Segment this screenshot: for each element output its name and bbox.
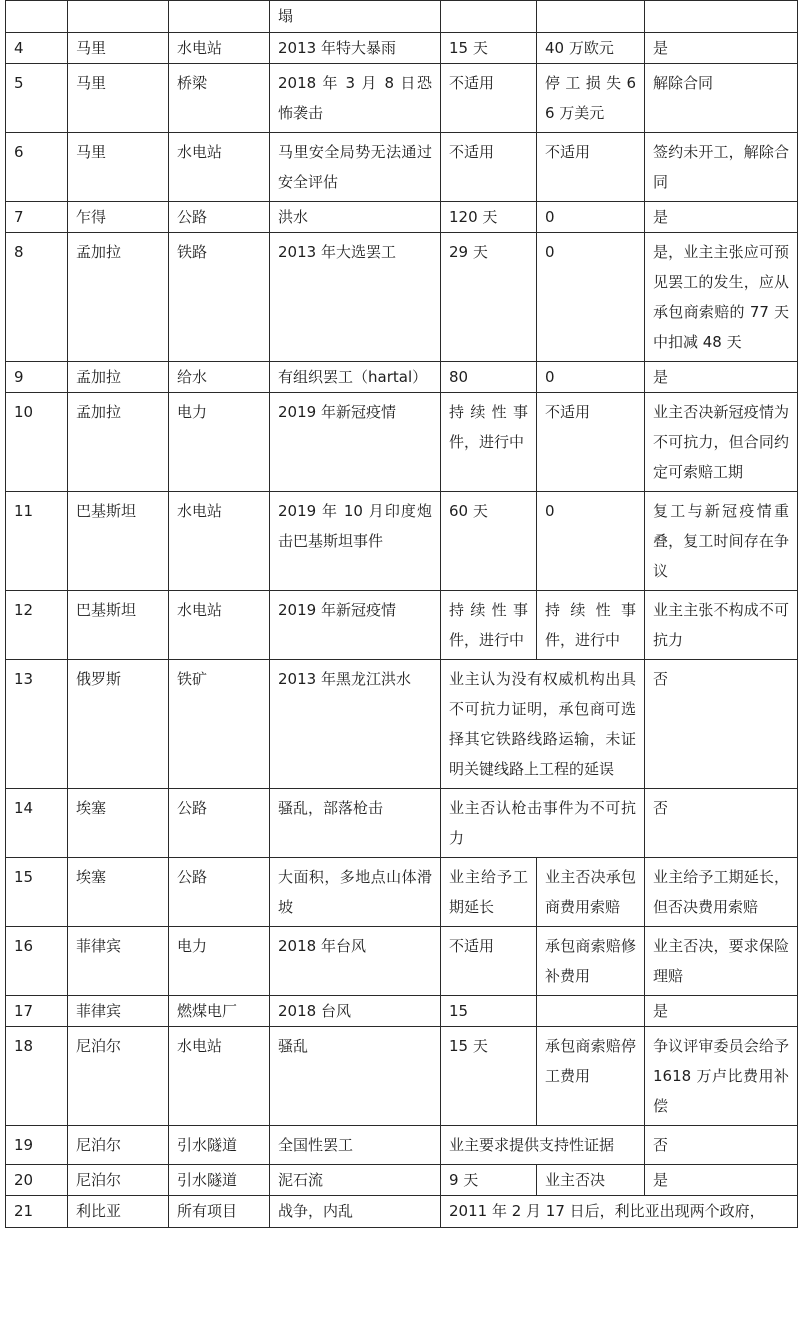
cell-type: 引水隧道 xyxy=(169,1165,270,1196)
cell-no: 19 xyxy=(6,1126,68,1165)
cell-country: 巴基斯坦 xyxy=(68,591,169,660)
table-row xyxy=(6,789,798,858)
cell-result: 否 xyxy=(645,789,798,858)
cell-country: 菲律宾 xyxy=(68,996,169,1027)
cell-event: 塌 xyxy=(270,1,441,33)
table-row xyxy=(6,1,798,33)
cell-no: 7 xyxy=(6,202,68,233)
cell-cost: 0 xyxy=(537,492,645,591)
cell-type xyxy=(169,1,270,33)
force-majeure-table xyxy=(5,0,798,1228)
cell-result: 是，业主主张应可预见罢工的发生，应从承包商索赔的 77 天中扣减 48 天 xyxy=(645,233,798,362)
cell-merged-note: 2011 年 2 月 17 日后，利比亚出现两个政府， xyxy=(441,1196,798,1228)
cell-cost: 不适用 xyxy=(537,393,645,492)
cell-period: 持续性事件，进行中 xyxy=(441,393,537,492)
table-row xyxy=(6,1126,798,1165)
cell-result: 解除合同 xyxy=(645,64,798,133)
cell-result: 是 xyxy=(645,202,798,233)
cell-merged-note: 业主认为没有权威机构出具不可抗力证明，承包商可选择其它铁路线路运输，未证明关键线路上工程的延误 xyxy=(441,660,645,789)
cell-no: 10 xyxy=(6,393,68,492)
cell-result: 业主给予工期延长，但否决费用索赔 xyxy=(645,858,798,927)
table-row xyxy=(6,393,798,492)
cell-period: 15 天 xyxy=(441,33,537,64)
cell-type: 所有项目 xyxy=(169,1196,270,1228)
cell-no xyxy=(6,1,68,33)
cell-result: 否 xyxy=(645,660,798,789)
cell-cost: 0 xyxy=(537,202,645,233)
document-page xyxy=(5,0,797,1228)
cell-period xyxy=(441,1,537,33)
cell-country: 尼泊尔 xyxy=(68,1126,169,1165)
cell-country: 马里 xyxy=(68,133,169,202)
cell-cost: 40 万欧元 xyxy=(537,33,645,64)
cell-event: 2013 年特大暴雨 xyxy=(270,33,441,64)
cell-type: 水电站 xyxy=(169,591,270,660)
cell-type: 桥梁 xyxy=(169,64,270,133)
cell-cost xyxy=(537,1,645,33)
cell-country: 乍得 xyxy=(68,202,169,233)
cell-cost: 不适用 xyxy=(537,133,645,202)
table-row xyxy=(6,1027,798,1126)
cell-event: 骚乱 xyxy=(270,1027,441,1126)
cell-event: 2019 年新冠疫情 xyxy=(270,591,441,660)
cell-event: 洪水 xyxy=(270,202,441,233)
cell-event: 泥石流 xyxy=(270,1165,441,1196)
cell-result: 争议评审委员会给予 1618 万卢比费用补偿 xyxy=(645,1027,798,1126)
table-row xyxy=(6,591,798,660)
cell-event: 马里安全局势无法通过安全评估 xyxy=(270,133,441,202)
cell-country: 孟加拉 xyxy=(68,393,169,492)
cell-type: 水电站 xyxy=(169,492,270,591)
cell-type: 引水隧道 xyxy=(169,1126,270,1165)
cell-no: 11 xyxy=(6,492,68,591)
cell-no: 9 xyxy=(6,362,68,393)
cell-period: 业主给予工期延长 xyxy=(441,858,537,927)
cell-event: 2019 年新冠疫情 xyxy=(270,393,441,492)
cell-period: 29 天 xyxy=(441,233,537,362)
cell-type: 电力 xyxy=(169,393,270,492)
cell-result: 复工与新冠疫情重叠，复工时间存在争议 xyxy=(645,492,798,591)
cell-period: 不适用 xyxy=(441,927,537,996)
cell-cost: 0 xyxy=(537,233,645,362)
cell-cost: 停 工 损 失 66 万美元 xyxy=(537,64,645,133)
cell-event: 2013 年大选罢工 xyxy=(270,233,441,362)
cell-country: 埃塞 xyxy=(68,858,169,927)
cell-event: 2018 年 3 月 8 日恐怖袭击 xyxy=(270,64,441,133)
cell-no: 6 xyxy=(6,133,68,202)
cell-merged-note: 业主要求提供支持性证据 xyxy=(441,1126,645,1165)
cell-country: 俄罗斯 xyxy=(68,660,169,789)
cell-event: 2013 年黑龙江洪水 xyxy=(270,660,441,789)
cell-type: 水电站 xyxy=(169,1027,270,1126)
cell-event: 2018 台风 xyxy=(270,996,441,1027)
cell-no: 21 xyxy=(6,1196,68,1228)
cell-cost: 业主否决承包商费用索赔 xyxy=(537,858,645,927)
cell-cost: 承包商索赔停工费用 xyxy=(537,1027,645,1126)
cell-cost: 持 续 性 事 件，进行中 xyxy=(537,591,645,660)
cell-no: 20 xyxy=(6,1165,68,1196)
cell-country: 菲律宾 xyxy=(68,927,169,996)
cell-country: 马里 xyxy=(68,33,169,64)
cell-result: 否 xyxy=(645,1126,798,1165)
cell-type: 公路 xyxy=(169,202,270,233)
cell-type: 水电站 xyxy=(169,33,270,64)
cell-period: 9 天 xyxy=(441,1165,537,1196)
cell-period: 持续性事件，进行中 xyxy=(441,591,537,660)
cell-result: 签约未开工，解除合同 xyxy=(645,133,798,202)
cell-event: 战争，内乱 xyxy=(270,1196,441,1228)
table-row xyxy=(6,362,798,393)
table-row xyxy=(6,660,798,789)
cell-result: 是 xyxy=(645,33,798,64)
cell-cost: 业主否决 xyxy=(537,1165,645,1196)
cell-event: 有组织罢工（hartal） xyxy=(270,362,441,393)
cell-no: 5 xyxy=(6,64,68,133)
table-row xyxy=(6,64,798,133)
cell-no: 4 xyxy=(6,33,68,64)
cell-no: 17 xyxy=(6,996,68,1027)
cell-result: 是 xyxy=(645,362,798,393)
cell-no: 18 xyxy=(6,1027,68,1126)
table-row xyxy=(6,33,798,64)
cell-no: 13 xyxy=(6,660,68,789)
cell-result: 业主主张不构成不可抗力 xyxy=(645,591,798,660)
cell-result: 业主否决，要求保险理赔 xyxy=(645,927,798,996)
cell-country: 尼泊尔 xyxy=(68,1165,169,1196)
cell-result: 是 xyxy=(645,996,798,1027)
cell-type: 公路 xyxy=(169,789,270,858)
cell-period: 不适用 xyxy=(441,64,537,133)
cell-country: 马里 xyxy=(68,64,169,133)
cell-country: 利比亚 xyxy=(68,1196,169,1228)
table-row xyxy=(6,858,798,927)
cell-no: 16 xyxy=(6,927,68,996)
table-row xyxy=(6,996,798,1027)
cell-event: 骚乱，部落枪击 xyxy=(270,789,441,858)
table-row xyxy=(6,927,798,996)
cell-no: 12 xyxy=(6,591,68,660)
cell-country: 尼泊尔 xyxy=(68,1027,169,1126)
table-row xyxy=(6,202,798,233)
cell-period: 60 天 xyxy=(441,492,537,591)
cell-type: 公路 xyxy=(169,858,270,927)
table-row xyxy=(6,492,798,591)
cell-event: 全国性罢工 xyxy=(270,1126,441,1165)
cell-country xyxy=(68,1,169,33)
table-row xyxy=(6,1165,798,1196)
cell-event: 2018 年台风 xyxy=(270,927,441,996)
table-row xyxy=(6,233,798,362)
table-row xyxy=(6,133,798,202)
cell-cost: 0 xyxy=(537,362,645,393)
cell-merged-note: 业主否认枪击事件为不可抗力 xyxy=(441,789,645,858)
cell-country: 孟加拉 xyxy=(68,362,169,393)
cell-country: 孟加拉 xyxy=(68,233,169,362)
cell-type: 铁路 xyxy=(169,233,270,362)
cell-type: 燃煤电厂 xyxy=(169,996,270,1027)
cell-result: 是 xyxy=(645,1165,798,1196)
cell-no: 14 xyxy=(6,789,68,858)
cell-period: 不适用 xyxy=(441,133,537,202)
cell-type: 铁矿 xyxy=(169,660,270,789)
cell-type: 水电站 xyxy=(169,133,270,202)
cell-period: 80 xyxy=(441,362,537,393)
cell-event: 2019 年 10 月印度炮击巴基斯坦事件 xyxy=(270,492,441,591)
cell-type: 电力 xyxy=(169,927,270,996)
cell-period: 15 天 xyxy=(441,1027,537,1126)
cell-period: 15 xyxy=(441,996,537,1027)
table-row xyxy=(6,1196,798,1228)
cell-cost: 承包商索赔修补费用 xyxy=(537,927,645,996)
cell-event: 大面积，多地点山体滑坡 xyxy=(270,858,441,927)
cell-cost xyxy=(537,996,645,1027)
cell-no: 15 xyxy=(6,858,68,927)
cell-period: 120 天 xyxy=(441,202,537,233)
cell-no: 8 xyxy=(6,233,68,362)
cell-result: 业主否决新冠疫情为不可抗力，但合同约定可索赔工期 xyxy=(645,393,798,492)
cell-result xyxy=(645,1,798,33)
cell-country: 巴基斯坦 xyxy=(68,492,169,591)
cell-type: 给水 xyxy=(169,362,270,393)
cell-country: 埃塞 xyxy=(68,789,169,858)
